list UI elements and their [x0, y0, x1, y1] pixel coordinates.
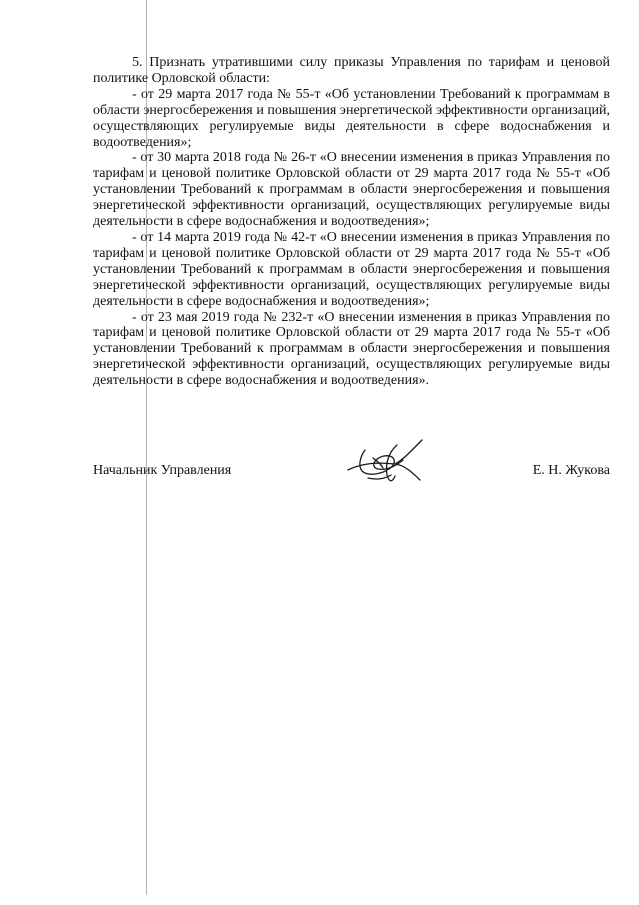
signer-position: Начальник Управления: [93, 463, 232, 478]
paragraph-item-5: 5. Признать утратившими силу приказы Управления по тарифам и ценовой политике Орловской области:: [93, 55, 610, 86]
signer-name: Е. Н. Жукова: [532, 463, 610, 478]
paragraph-order-26t: - от 30 марта 2018 года № 26-т «О внесении изменения в приказ Управления по тарифам и ценовой политике Орловской области от 29 марта 2017 года № 55-т «Об установлении Требований к программам в области энергосбережения и повышения энергетической эффективности организаций, осуществляющих регулируемые виды деятельности в сфере водоснабжения и водоотведения»;: [93, 150, 610, 230]
document-body: [93, 55, 610, 389]
paragraph-order-42t: - от 14 марта 2019 года № 42-т «О внесении изменения в приказ Управления по тарифам и ценовой политике Орловской области от 29 марта 2017 года № 55-т «Об установлении Требований к программам в области энергосбережения и повышения энергетической эффективности организаций, осуществляющих регулируемые виды деятельности в сфере водоснабжения и водоотведения»;: [93, 229, 610, 309]
paragraph-order-55t: - от 29 марта 2017 года № 55-т «Об установлении Требований к программам в области энергосбережения и повышения энергетической эффективности организаций, осуществляющих регулируемые виды деятельности в сфере водоснабжения и водоотведения»;: [93, 86, 610, 150]
paragraph-order-232t: - от 23 мая 2019 года № 232-т «О внесении изменения в приказ Управления по тарифам и ценовой политике Орловской области от 29 марта 2017 года № 55-т «Об установлении Требований к программам в области энергосбережения и повышения энергетической эффективности организаций, осуществляющих регулируемые виды деятельности в сфере водоснабжения и водоотведения».: [93, 309, 610, 389]
signature-block: [93, 460, 610, 480]
